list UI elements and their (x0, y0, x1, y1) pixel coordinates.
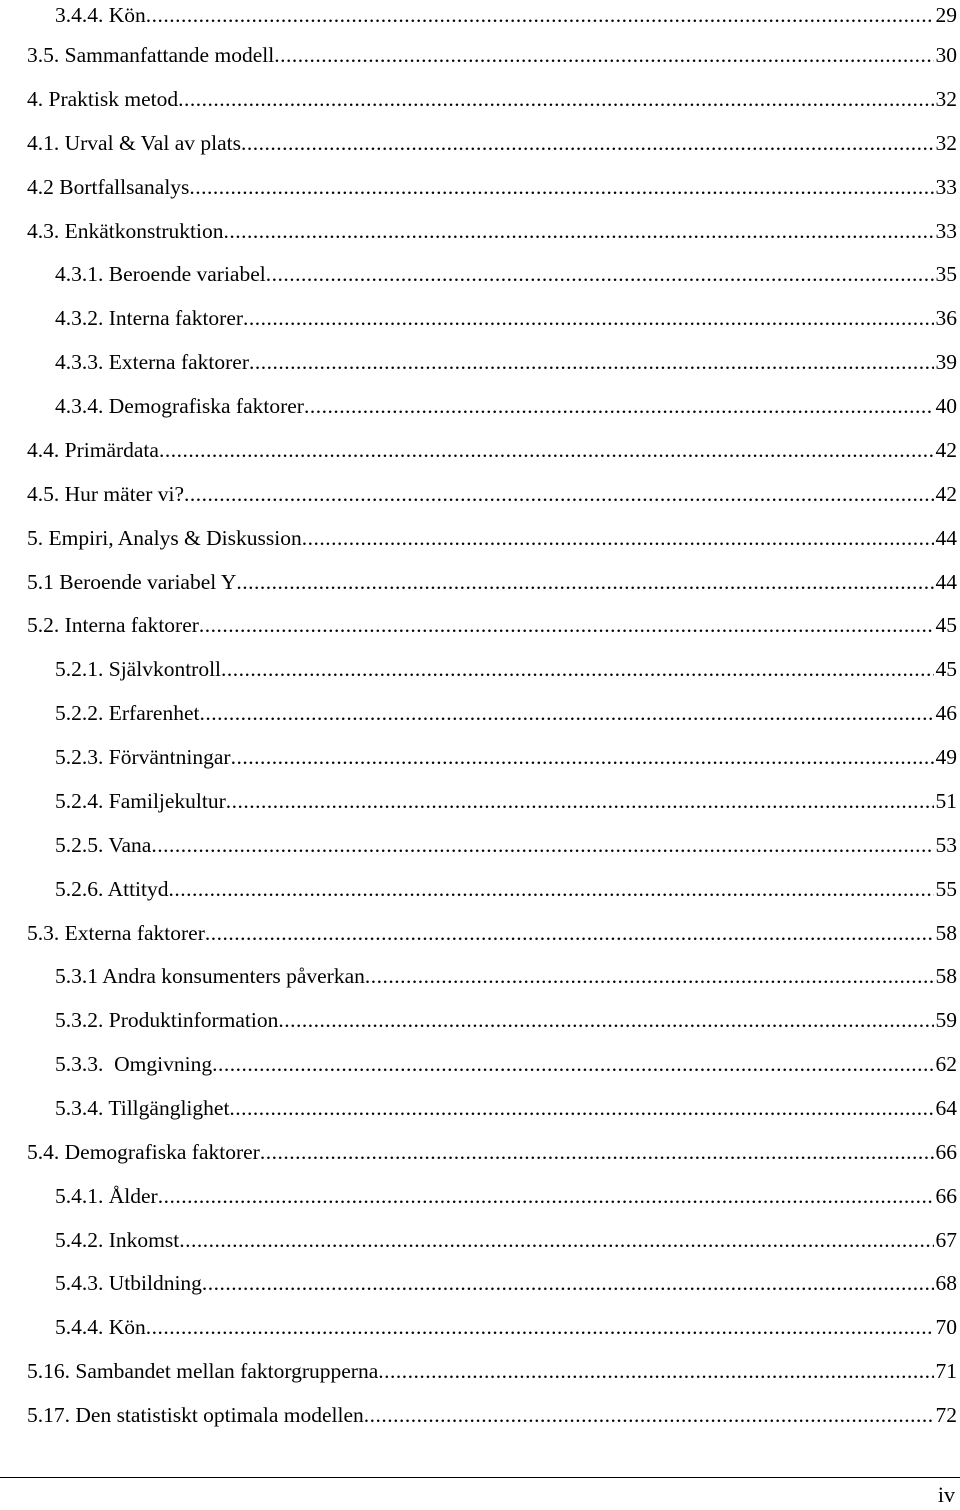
toc-entry[interactable] (0, 918, 957, 948)
toc-dot-leader (168, 874, 933, 904)
toc-entry[interactable] (0, 259, 957, 289)
toc-entry-title: 5.17. Den statistiskt optimala modellen (27, 1403, 364, 1427)
toc-dot-leader (179, 1225, 933, 1255)
toc-entry[interactable] (0, 567, 957, 597)
toc-entry-title: 4.3.1. Beroende variabel (55, 262, 266, 286)
toc-entry-page: 33 (935, 219, 957, 243)
toc-dot-leader (274, 40, 933, 70)
toc-entry[interactable] (0, 391, 957, 421)
toc-entry-page: 58 (935, 921, 957, 945)
toc-dot-leader (278, 1005, 933, 1035)
toc-dot-leader (266, 259, 934, 289)
toc-entry-page: 51 (935, 789, 957, 813)
toc-entry-page: 53 (935, 833, 957, 857)
toc-entry-title: 5.2.4. Familjekultur (55, 789, 226, 813)
toc-entry[interactable] (0, 1268, 957, 1298)
toc-entry[interactable] (0, 40, 957, 70)
toc-entry-title: 4.2 Bortfallsanalys (27, 175, 190, 199)
toc-entry-page: 49 (935, 745, 957, 769)
toc-entry-title: 5.3. Externa faktorer (27, 921, 205, 945)
toc-entry-title: 5.2. Interna faktorer (27, 613, 199, 637)
toc-entry-title: 5.3.2. Produktinformation (55, 1008, 279, 1032)
toc-entry-page: 32 (935, 131, 957, 155)
toc-entry-title: 5.4.2. Inkomst (55, 1228, 180, 1252)
toc-entry-title: 3.4.4. Kön (55, 3, 146, 27)
toc-dot-leader (231, 742, 934, 772)
toc-entry-page: 59 (935, 1008, 957, 1032)
toc-entry-page: 71 (935, 1359, 957, 1383)
toc-entry[interactable] (0, 786, 957, 816)
toc-entry-title: 5.4.3. Utbildning (55, 1271, 202, 1295)
toc-dot-leader (146, 1312, 934, 1342)
toc-entry-title: 4.4. Primärdata (27, 438, 159, 462)
footer-divider (0, 1477, 960, 1478)
toc-entry-page: 42 (935, 482, 957, 506)
toc-dot-leader (221, 654, 933, 684)
toc-entry[interactable] (0, 874, 957, 904)
toc-entry-title: 4.1. Urval & Val av plats (27, 131, 241, 155)
toc-dot-leader (199, 698, 933, 728)
toc-entry-title: 5.2.5. Vana (55, 833, 152, 857)
toc-dot-leader (189, 172, 933, 202)
toc-entry-page: 29 (935, 3, 957, 27)
toc-entry[interactable] (0, 698, 957, 728)
toc-dot-leader (249, 347, 933, 377)
toc-entry-title: 4.5. Hur mäter vi? (27, 482, 185, 506)
toc-entry-page: 66 (935, 1184, 957, 1208)
toc-entry-title: 5.4. Demografiska faktorer (27, 1140, 260, 1164)
toc-entry-page: 62 (935, 1052, 957, 1076)
toc-entry-page: 72 (935, 1403, 957, 1427)
toc-dot-leader (199, 610, 934, 640)
toc-dot-leader (241, 128, 934, 158)
toc-dot-leader (202, 1268, 934, 1298)
toc-entry[interactable] (0, 0, 957, 30)
toc-entry-page: 39 (935, 350, 957, 374)
toc-entry[interactable] (0, 1225, 957, 1255)
toc-dot-leader (304, 391, 934, 421)
toc-dot-leader (223, 216, 933, 246)
toc-entry-page: 46 (935, 701, 957, 725)
toc-dot-leader (146, 0, 934, 30)
toc-entry-title: 3.5. Sammanfattande modell (27, 43, 275, 67)
toc-entry[interactable] (0, 1181, 957, 1211)
toc-entry-title: 4.3.4. Demografiska faktorer (55, 394, 304, 418)
toc-entry[interactable] (0, 610, 957, 640)
toc-entry-page: 40 (935, 394, 957, 418)
toc-dot-leader (205, 918, 934, 948)
toc-entry-page: 42 (935, 438, 957, 462)
toc-entry-title: 4.3.2. Interna faktorer (55, 306, 244, 330)
toc-entry-title: 5.3.3. Omgivning (55, 1052, 213, 1076)
toc-entry-page: 68 (935, 1271, 957, 1295)
toc-dot-leader (243, 303, 933, 333)
toc-dot-leader (378, 1356, 933, 1386)
toc-dot-leader (212, 1049, 933, 1079)
page-number: iv (937, 1482, 955, 1507)
toc-entry-title: 4. Praktisk metod (27, 87, 179, 111)
toc-entry[interactable] (0, 1400, 957, 1430)
toc-dot-leader (365, 961, 934, 991)
toc-entry-title: 5.2.2. Erfarenhet (55, 701, 200, 725)
toc-entry[interactable] (0, 1049, 957, 1079)
toc-entry-page: 58 (935, 964, 957, 988)
toc-entry[interactable] (0, 1137, 957, 1167)
toc-dot-leader (364, 1400, 934, 1430)
toc-entry-title: 5.3.1 Andra konsumenters påverkan (55, 964, 365, 988)
toc-entry-page: 36 (935, 306, 957, 330)
toc-entry-title: 5. Empiri, Analys & Diskussion (27, 526, 302, 550)
toc-entry-page: 35 (935, 262, 957, 286)
toc-entry[interactable] (0, 523, 957, 553)
toc-dot-leader (159, 435, 934, 465)
toc-entry[interactable] (0, 742, 957, 772)
toc-entry-title: 4.3. Enkätkonstruktion (27, 219, 224, 243)
toc-entry[interactable] (0, 84, 957, 114)
toc-dot-leader (260, 1137, 934, 1167)
toc-dot-leader (158, 1181, 934, 1211)
toc-dot-leader (178, 84, 933, 114)
toc-entry[interactable] (0, 1005, 957, 1035)
toc-entry-title: 5.4.4. Kön (55, 1315, 146, 1339)
toc-dot-leader (151, 830, 933, 860)
toc-entry[interactable] (0, 1312, 957, 1342)
toc-entry[interactable] (0, 479, 957, 509)
toc-dot-leader (229, 1093, 933, 1123)
toc-dot-leader (184, 479, 933, 509)
toc-entry[interactable] (0, 172, 957, 202)
toc-entry[interactable] (0, 654, 957, 684)
toc-entry[interactable] (0, 216, 957, 246)
toc-entry-title: 5.4.1. Ålder (55, 1184, 158, 1208)
toc-entry-page: 30 (935, 43, 957, 67)
toc-entry-page: 45 (935, 613, 957, 637)
toc-entry-page: 32 (935, 87, 957, 111)
toc-entry-page: 33 (935, 175, 957, 199)
toc-entry[interactable] (0, 830, 957, 860)
toc-entry-title: 5.1 Beroende variabel Y (27, 570, 237, 594)
toc-entry-page: 55 (935, 877, 957, 901)
toc-entry-page: 44 (935, 570, 957, 594)
toc-entry-title: 5.3.4. Tillgänglighet (55, 1096, 230, 1120)
toc-entry-page: 67 (935, 1228, 957, 1252)
toc-entry-title: 5.2.6. Attityd (55, 877, 169, 901)
toc-entry[interactable] (0, 1093, 957, 1123)
toc-entry-page: 66 (935, 1140, 957, 1164)
toc-entry-page: 45 (935, 657, 957, 681)
toc-entry[interactable] (0, 303, 957, 333)
toc-dot-leader (302, 523, 934, 553)
toc-entry-title: 5.16. Sambandet mellan faktorgrupperna (27, 1359, 379, 1383)
toc-entry[interactable] (0, 1356, 957, 1386)
toc-entry-page: 70 (935, 1315, 957, 1339)
toc-entry-page: 44 (935, 526, 957, 550)
toc-entry-title: 5.2.3. Förväntningar (55, 745, 231, 769)
toc-dot-leader (226, 786, 934, 816)
toc-entry-title: 5.2.1. Självkontroll (55, 657, 222, 681)
toc-dot-leader (236, 567, 933, 597)
toc-entry-page: 64 (935, 1096, 957, 1120)
toc-entry[interactable] (0, 347, 957, 377)
toc-entry[interactable] (0, 961, 957, 991)
toc-entry[interactable] (0, 435, 957, 465)
toc-entry[interactable] (0, 128, 957, 158)
toc-entry-title: 4.3.3. Externa faktorer (55, 350, 250, 374)
